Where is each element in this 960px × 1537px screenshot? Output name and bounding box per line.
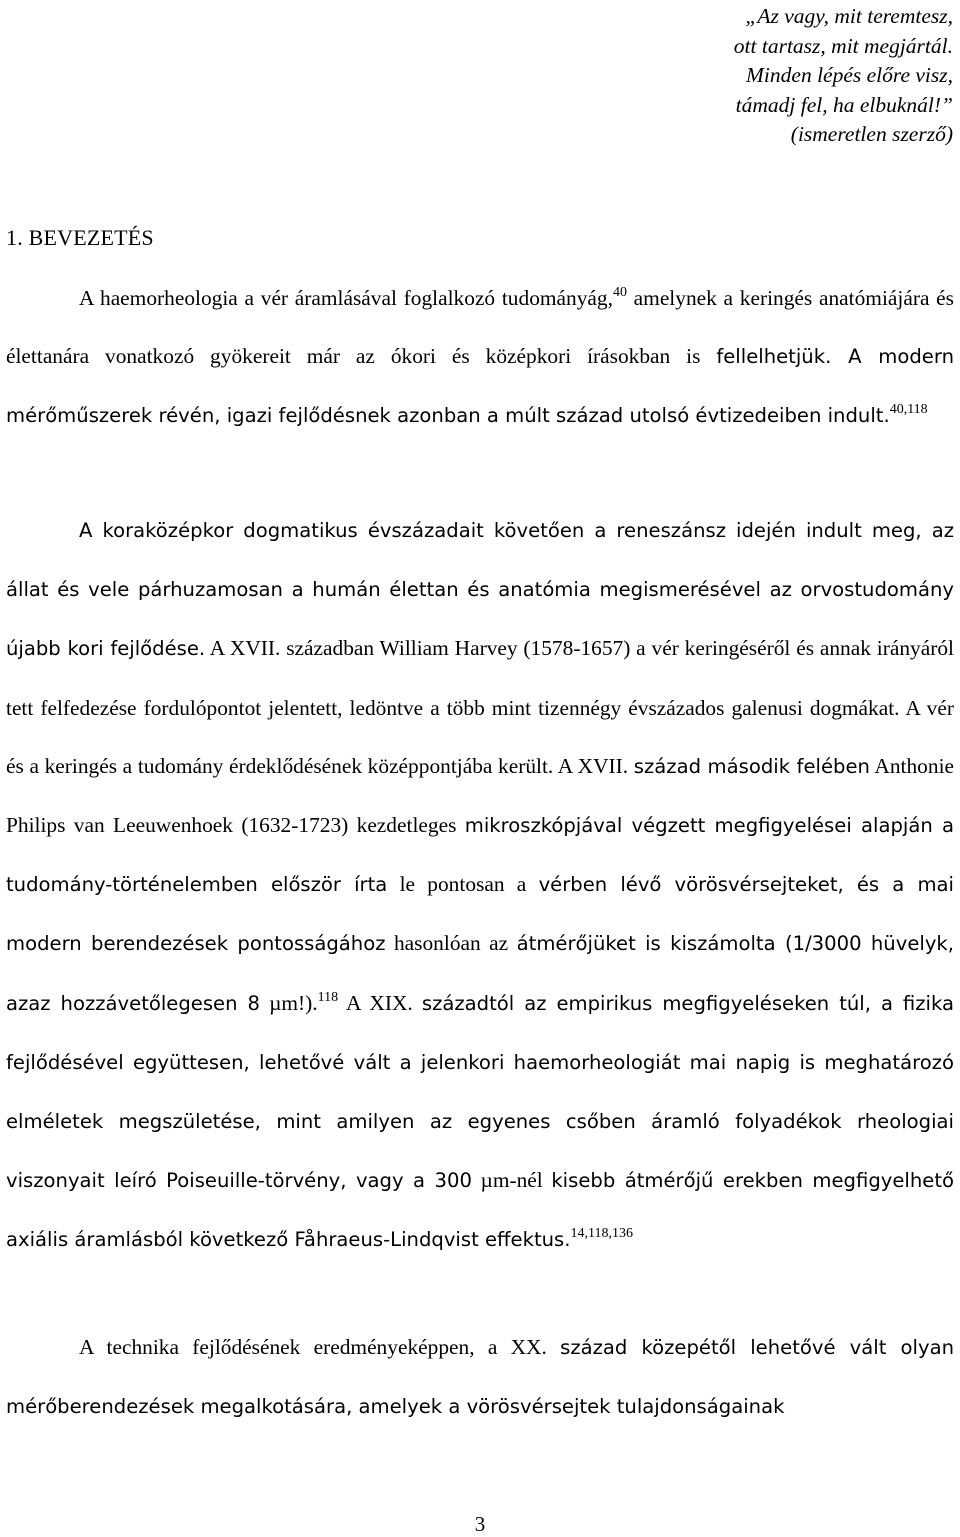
text-run: le pontosan a — [387, 872, 539, 897]
text-run: hasonlóan az — [385, 931, 517, 956]
text-run: amelynek a keringés anatómiájára és élettanára vonatkozó gyökereit már az ókori és középkori írásokban is — [6, 286, 954, 369]
citation-reference: 14,118,136 — [570, 1226, 633, 1242]
epigraph-line: Minden lépés előre visz, — [746, 63, 953, 87]
page-number: 3 — [474, 1512, 486, 1536]
text-run: A XIX. — [338, 990, 422, 1015]
epigraph-line: „Az vagy, mit teremtesz, — [745, 4, 953, 28]
paragraph-1 — [6, 269, 954, 446]
text-run: kisebb átmérőjű erekben megfigyelhető axiális áramlásból következő Fåhraeus-Lindqvist effektus. — [6, 1169, 954, 1252]
citation-reference: 40,118 — [889, 402, 928, 418]
text-run: A XVII. — [553, 753, 634, 778]
text-run: Anthonie Philips van Leeuwenhoek (1632-1723) kezdetleges — [6, 753, 955, 838]
text-run: századtól az empirikus megfigyeléseken túl, a fizika fejlődésével együttesen, lehetővé vált a jelenkori haemorheologiát mai napig is meghatározó elméletek megszületése, mint amilyen az egyenes csőben áramló folyadékok rheologiai viszonyait leíró Poiseuille-törvény, vagy a 300 — [6, 991, 955, 1193]
text-run: században William Harvey (1578-1657) a vér keringéséről és annak irányáról tett felfedezése fordulópontot jelentett, ledöntve a több mint tizennégy évszázados galenusi dogmákat. A vér és a keringés a tudomány érdeklődésének középpontjába került. — [6, 636, 954, 778]
text-run: A koraközépkor dogmatikus évszázadait követően a reneszánsz idején indult meg, az állat és vele párhuzamosan a humán élettan és anatómia megismerésével az orvostudomány újabb kori fejlődése. — [6, 519, 954, 661]
paragraph-3 — [6, 1318, 954, 1436]
text-run: fellelhetjük. A modern mérőműszerek révén, igazi fejlődésnek azonban a múlt század utolsó évtizedeiben indult. — [6, 345, 954, 428]
epigraph-author: (ismeretlen szerző) — [790, 122, 953, 146]
paragraph-2 — [6, 501, 954, 1270]
text-run: A haemorheologia a vér áramlásával foglalkozó tudományág, — [79, 286, 613, 310]
section-heading: 1. BEVEZETÉS — [6, 225, 154, 250]
citation-reference: 118 — [317, 989, 339, 1005]
epigraph-line: ott tartasz, mit megjártál. — [733, 33, 953, 58]
text-run: század második felében — [633, 754, 870, 778]
text-run: átmérőjüket is kiszámolta (1/3000 hüvelyk, azaz hozzávetőlegesen 8 — [6, 932, 954, 1015]
epigraph — [734, 2, 953, 150]
text-run: µm!). — [259, 990, 318, 1015]
text-run: A technika fejlődésének eredményeképpen, a XX. — [79, 1335, 561, 1359]
epigraph-line: támadj fel, ha elbuknál!” — [735, 92, 953, 117]
citation-reference: 40 — [612, 285, 627, 300]
text-run: mikroszkópjával végzett megfigyelései alapján a tudomány-történelemben először írta — [6, 814, 955, 897]
text-run: század közepétől lehetővé vált olyan mérőberendezések megalkotására, amelyek a vörösvérsejtek tulajdonságainak — [6, 1336, 954, 1419]
text-run: vérben lévő vörösvérsejteket, és a mai modern berendezések pontosságához — [6, 873, 954, 956]
text-run: A XVII. — [205, 636, 287, 661]
text-run: µm-nél — [471, 1168, 552, 1193]
